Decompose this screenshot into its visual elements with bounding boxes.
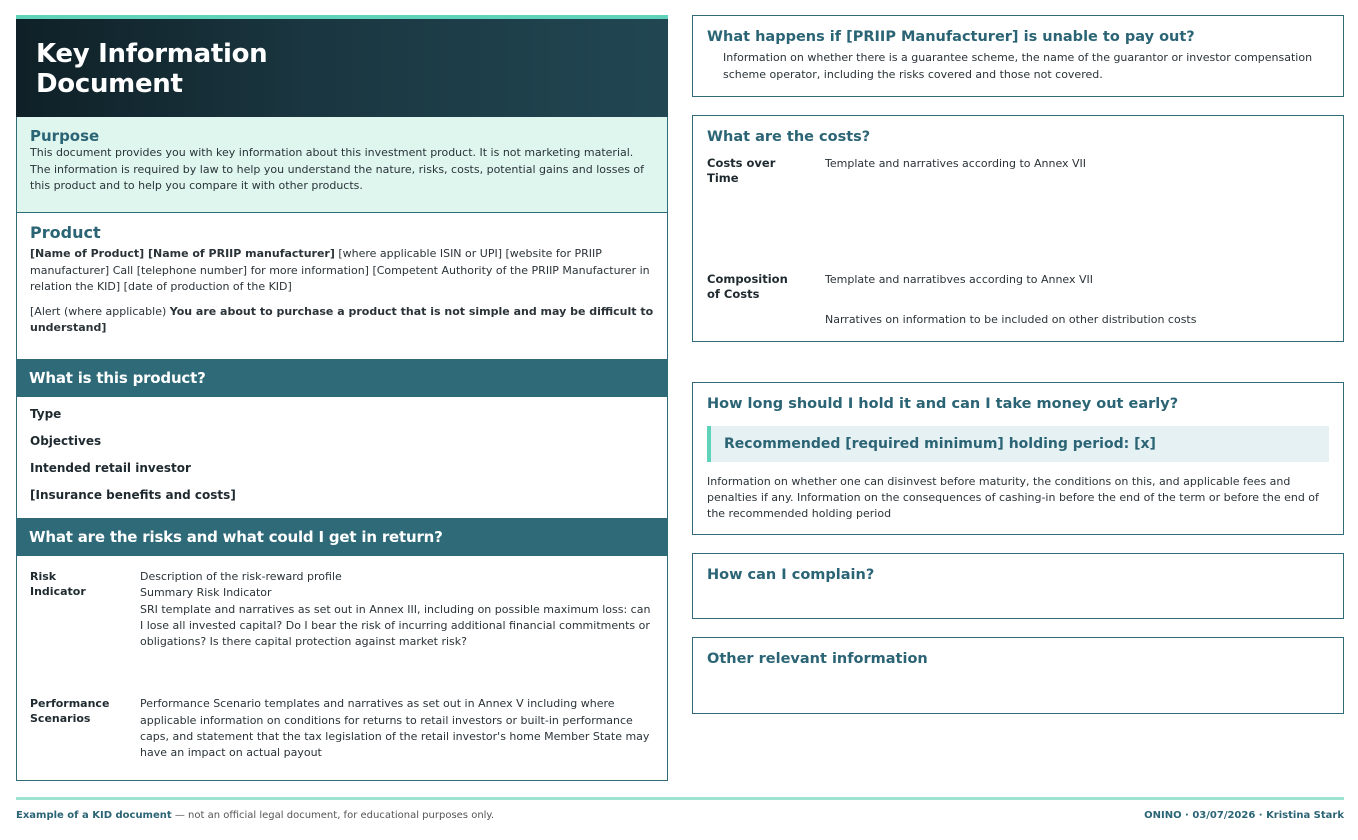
item-insurance: [Insurance benefits and costs] bbox=[30, 488, 236, 502]
composition-text: Template and narratibves according to Annex VII bbox=[825, 273, 1094, 286]
product-details bbox=[30, 246, 654, 296]
purpose-text: This document provides you with key information about this investment product. It is not marketing material. The information is required by law to help you understand the nature, risks, costs, potential gains and losses of this product and to help you compare it with other products. bbox=[30, 146, 645, 192]
risk-text-2: Summary Risk Indicator bbox=[140, 586, 272, 600]
footer bbox=[16, 810, 1344, 821]
composition-label-2: of Costs bbox=[707, 287, 760, 301]
footer-disclaimer bbox=[16, 810, 494, 821]
what-is-section bbox=[16, 397, 668, 518]
risk-label-2: Indicator bbox=[30, 585, 86, 598]
footer-divider bbox=[16, 797, 1344, 800]
over-time-label-1: Costs over bbox=[707, 156, 776, 170]
risk-label-1: Risk bbox=[30, 570, 57, 583]
costs-over-time-row bbox=[707, 156, 1329, 186]
footer-disclaimer-bold: Example of a KID document bbox=[16, 810, 172, 821]
title-line-2: Document bbox=[36, 69, 183, 99]
performance-label bbox=[30, 696, 140, 761]
risk-indicator-label bbox=[30, 569, 140, 650]
other-info-section bbox=[692, 637, 1344, 714]
risks-section bbox=[16, 556, 668, 781]
performance-row bbox=[30, 696, 654, 761]
unable-section bbox=[692, 15, 1344, 97]
holding-period-banner: Recommended [required minimum] holding period: [x] bbox=[707, 426, 1329, 462]
title-line-1: Key Information bbox=[36, 39, 268, 69]
product-section bbox=[16, 213, 668, 359]
left-column bbox=[16, 15, 668, 781]
purpose-section bbox=[16, 117, 668, 213]
costs-over-time-text: Template and narratives according to Annex VII bbox=[825, 157, 1087, 170]
item-type: Type bbox=[30, 407, 62, 421]
holding-section bbox=[692, 382, 1344, 535]
perf-label-1: Performance bbox=[30, 697, 110, 711]
holding-heading: How long should I hold it and can I take money out early? bbox=[707, 396, 1179, 412]
other-info-heading: Other relevant information bbox=[707, 651, 928, 667]
risk-indicator-row bbox=[30, 569, 654, 650]
complain-heading: How can I complain? bbox=[707, 567, 875, 583]
complain-section bbox=[692, 553, 1344, 619]
footer-disclaimer-rest: — not an official legal document, for educational purposes only. bbox=[171, 810, 495, 821]
performance-text: Performance Scenario templates and narratives as set out in Annex V including where applicable information on conditions for returns to retail investors or built-in performance caps, and statement that the tax legislation of the retail investor's home Member State may have an impact on actual payout bbox=[140, 697, 650, 760]
unable-text: Information on whether there is a guarantee scheme, the name of the guarantor or investor compensation scheme operator, including the risks covered and those not covered. bbox=[723, 51, 1313, 81]
distribution-text: Narratives on information to be included on other distribution costs bbox=[825, 313, 1197, 326]
composition-label-1: Composition bbox=[707, 272, 788, 286]
alert-prefix: [Alert (where applicable) bbox=[30, 304, 170, 318]
composition-label bbox=[707, 272, 825, 302]
what-is-heading: What is this product? bbox=[16, 359, 668, 397]
costs-section bbox=[692, 115, 1344, 342]
costs-over-time-label bbox=[707, 156, 825, 186]
costs-heading: What are the costs? bbox=[707, 129, 871, 145]
product-heading: Product bbox=[30, 223, 101, 242]
product-detail-text: [where applicable ISIN or UPI] [website for PRIIP manufacturer] Call [telephone number] for more information] [Competent Authority of the PRIIP Manufacturer in relation the KID] [date of production of the KID] bbox=[30, 247, 650, 293]
holding-text: Information on whether one can disinvest before maturity, the conditions on this, and applicable fees and penalties if any. Information on the consequences of cashing-in before the end of the term or before the end of the recommended holding period bbox=[707, 475, 1319, 520]
alert-text: You are about to purchase a product that is not simple and may be difficult to understand] bbox=[30, 304, 654, 334]
over-time-label-2: Time bbox=[707, 171, 739, 185]
product-name: [Name of Product] [Name of PRIIP manufacturer] bbox=[30, 247, 335, 260]
product-alert bbox=[30, 304, 654, 337]
document-header bbox=[16, 15, 668, 117]
item-intended-investor: Intended retail investor bbox=[30, 461, 191, 475]
composition-row bbox=[707, 272, 1329, 302]
risk-text-1: Description of the risk-reward profile bbox=[140, 570, 342, 583]
unable-heading: What happens if [PRIIP Manufacturer] is unable to pay out? bbox=[707, 29, 1195, 45]
risk-text-3: SRI template and narratives as set out in Annex III, including on possible maximum loss: can I lose all invested capital? Do I bear the risk of incurring additional financial commitments or obligations? Is there capital protection against market risk? bbox=[140, 602, 651, 649]
document-title bbox=[36, 39, 296, 99]
risk-indicator-text bbox=[140, 569, 654, 650]
risks-heading: What are the risks and what could I get in return? bbox=[16, 518, 668, 556]
item-objectives: Objectives bbox=[30, 434, 102, 448]
footer-credit: ONINO · 03/07/2026 · Kristina Stark bbox=[1144, 810, 1344, 821]
purpose-heading: Purpose bbox=[30, 127, 100, 145]
perf-label-2: Scenarios bbox=[30, 712, 91, 726]
